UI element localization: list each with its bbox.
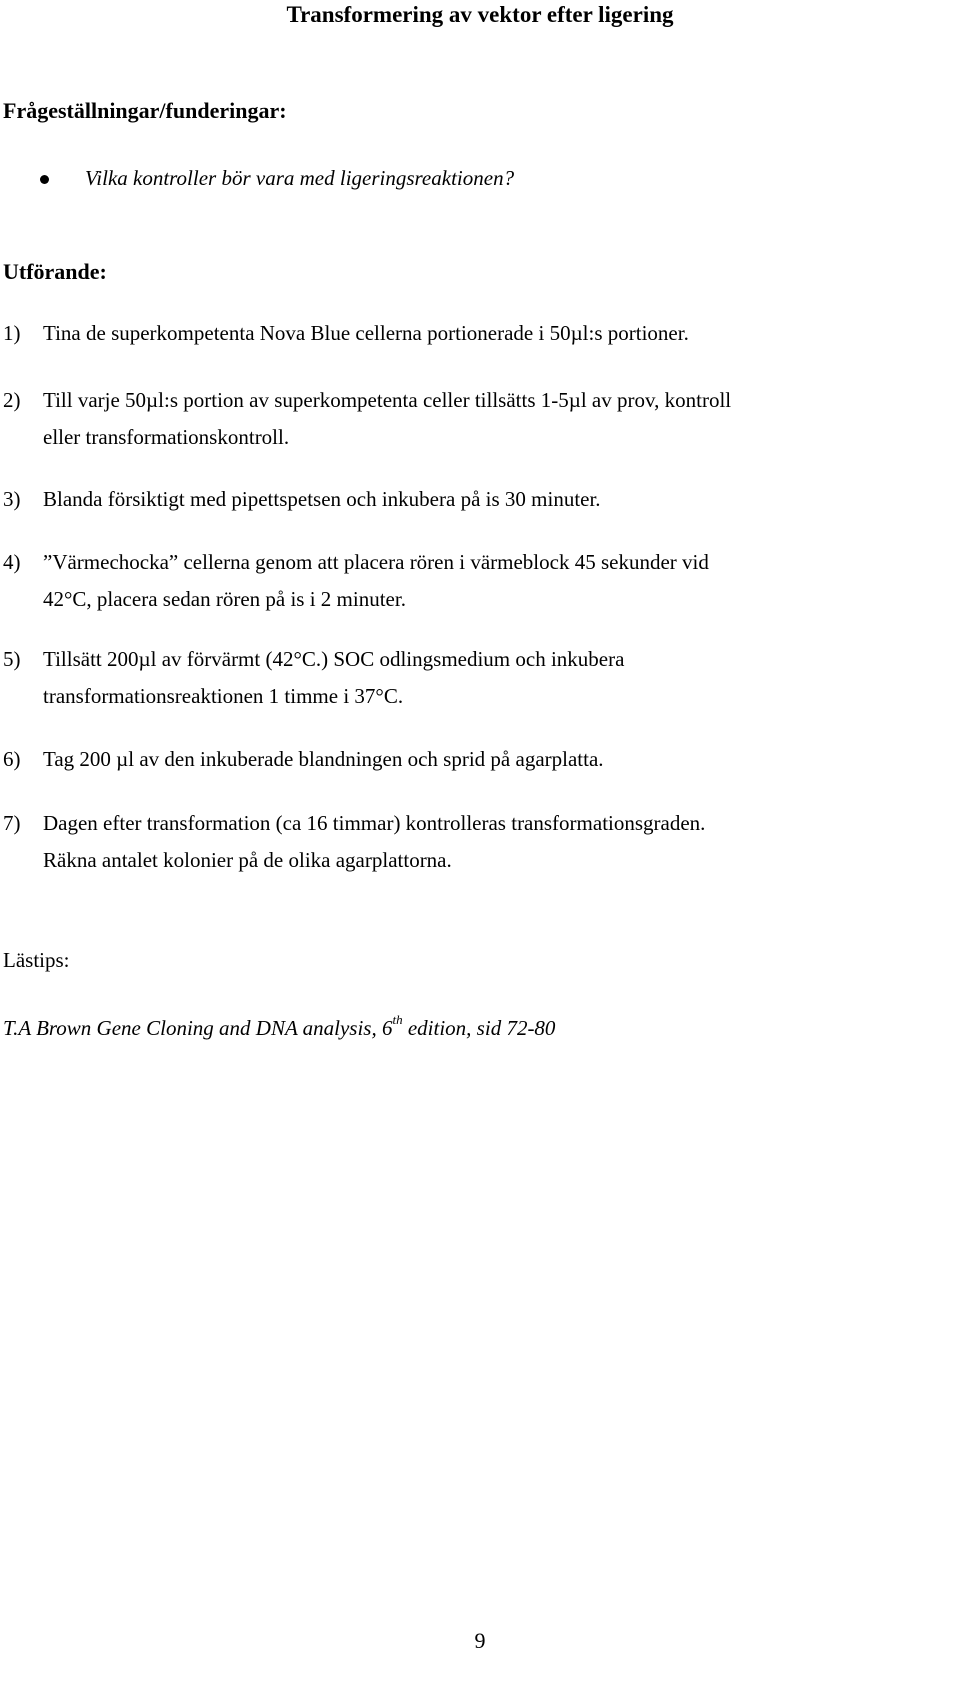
procedure-step-6	[3, 741, 958, 778]
step-text: Tillsätt 200µl av förvärmt (42°C.) SOC odlingsmedium och inkubera	[43, 647, 625, 671]
step-text: Blanda försiktigt med pipettspetsen och inkubera på is 30 minuter.	[43, 487, 601, 511]
question-item	[40, 164, 514, 192]
page-number: 9	[474, 1628, 486, 1653]
bullet-icon	[40, 175, 49, 184]
question-text: Vilka kontroller bör vara med ligeringsreaktionen?	[85, 166, 515, 190]
procedure-step-1	[3, 315, 958, 352]
step-number: 4)	[3, 550, 21, 574]
step-number: 6)	[3, 747, 21, 771]
step-text: Tag 200 µl av den inkuberade blandningen och sprid på agarplatta.	[43, 747, 604, 771]
reference-superscript: th	[392, 1012, 403, 1027]
step-number: 3)	[3, 487, 21, 511]
step-number: 5)	[3, 647, 21, 671]
step-text-continued: Räkna antalet kolonier på de olika agarplattorna.	[43, 848, 452, 872]
step-text: Till varje 50µl:s portion av superkompetenta celler tillsätts 1-5µl av prov, kontroll	[43, 388, 732, 412]
step-text: Dagen efter transformation (ca 16 timmar) kontrolleras transformationsgraden.	[43, 811, 706, 835]
step-number: 1)	[3, 321, 21, 345]
reading-reference	[3, 1005, 555, 1043]
reference-text-end: edition, sid 72-80	[402, 1016, 556, 1040]
reference-text: T.A Brown Gene Cloning and DNA analysis, 6	[3, 1016, 393, 1040]
step-number: 7)	[3, 811, 21, 835]
step-text-continued: eller transformationskontroll.	[43, 425, 290, 449]
step-number: 2)	[3, 388, 21, 412]
step-text-continued: transformationsreaktionen 1 timme i 37°C.	[43, 684, 404, 708]
procedure-step-5	[3, 641, 958, 715]
procedure-step-4	[3, 544, 958, 618]
procedure-heading: Utförande:	[3, 259, 107, 284]
questions-heading: Frågeställningar/funderingar:	[3, 98, 287, 123]
procedure-step-3	[3, 481, 958, 518]
procedure-step-7	[3, 805, 958, 879]
reading-tips-label: Lästips:	[3, 948, 70, 972]
step-text-continued: 42°C, placera sedan rören på is i 2 minuter.	[43, 587, 406, 611]
step-text: ”Värmechocka” cellerna genom att placera rören i värmeblock 45 sekunder vid	[43, 550, 709, 574]
procedure-step-2	[3, 382, 958, 456]
step-text: Tina de superkompetenta Nova Blue cellerna portionerade i 50µl:s portioner.	[43, 321, 689, 345]
page-title: Transformering av vektor efter ligering	[286, 2, 674, 27]
